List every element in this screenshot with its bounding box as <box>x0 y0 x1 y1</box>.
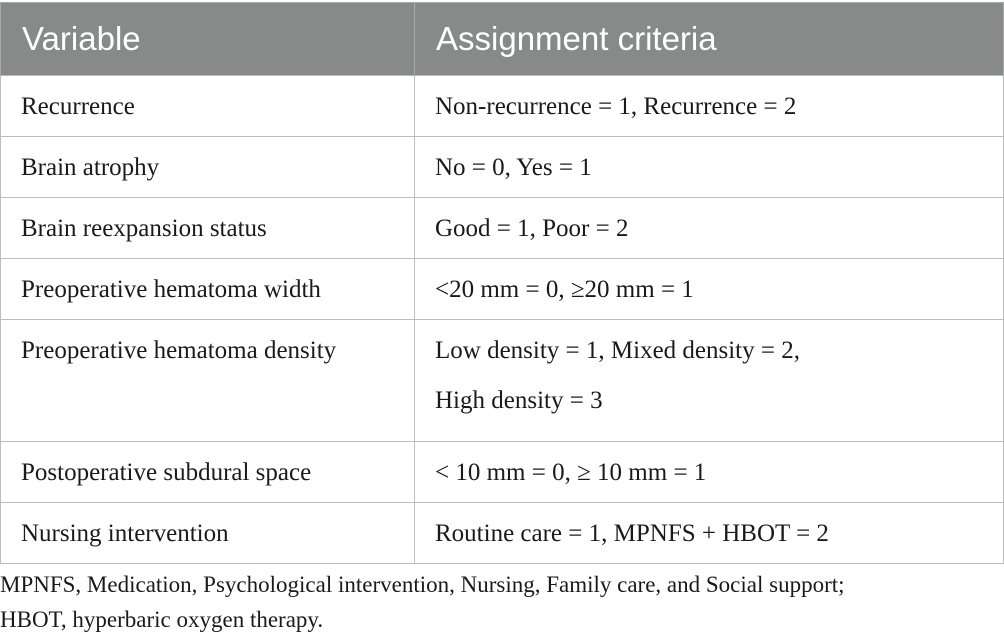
criteria-text: Good = 1, Poor = 2 <box>435 215 629 242</box>
header-variable: Variable <box>1 3 415 76</box>
variable-cell <box>1 137 415 198</box>
criteria-text: <20 mm = 0, ≥20 mm = 1 <box>435 276 694 303</box>
criteria-text-line-1: Low density = 1, Mixed density = 2, <box>435 337 800 364</box>
assignment-table-container <box>0 2 1003 564</box>
criteria-cell <box>415 442 1004 503</box>
table-row <box>1 76 1004 137</box>
criteria-text: No = 0, Yes = 1 <box>435 154 592 181</box>
criteria-cell <box>415 320 1004 442</box>
variable-text: Preoperative hematoma width <box>21 276 321 303</box>
variable-text: Brain atrophy <box>21 154 160 181</box>
variable-text: Recurrence <box>21 93 135 120</box>
criteria-cell <box>415 198 1004 259</box>
criteria-cell <box>415 503 1004 564</box>
variable-cell <box>1 259 415 320</box>
criteria-text-line-2: High density = 3 <box>435 387 603 414</box>
variable-cell <box>1 320 415 442</box>
variable-cell <box>1 503 415 564</box>
table-row <box>1 137 1004 198</box>
table-footnote <box>0 567 1004 637</box>
variable-text: Brain reexpansion status <box>21 215 267 242</box>
table-row <box>1 503 1004 564</box>
footnote-line-1: MPNFS, Medication, Psychological intervention, Nursing, Family care, and Social support; <box>0 572 845 597</box>
assignment-table <box>0 2 1004 564</box>
header-assignment-criteria: Assignment criteria <box>415 3 1004 76</box>
variable-text: Postoperative subdural space <box>21 459 312 486</box>
criteria-text: < 10 mm = 0, ≥ 10 mm = 1 <box>435 459 707 486</box>
criteria-text: Non-recurrence = 1, Recurrence = 2 <box>435 93 797 120</box>
variable-cell <box>1 76 415 137</box>
variable-cell <box>1 442 415 503</box>
variable-text: Nursing intervention <box>21 520 229 547</box>
variable-cell <box>1 198 415 259</box>
table-row <box>1 442 1004 503</box>
footnote-line-2: HBOT, hyperbaric oxygen therapy. <box>0 607 324 632</box>
criteria-cell <box>415 259 1004 320</box>
criteria-cell <box>415 137 1004 198</box>
table-row <box>1 198 1004 259</box>
variable-text: Preoperative hematoma density <box>21 337 337 364</box>
table-row <box>1 320 1004 442</box>
criteria-cell <box>415 76 1004 137</box>
criteria-text: Routine care = 1, MPNFS + HBOT = 2 <box>435 520 829 547</box>
table-row <box>1 259 1004 320</box>
table-header-row <box>1 3 1004 76</box>
